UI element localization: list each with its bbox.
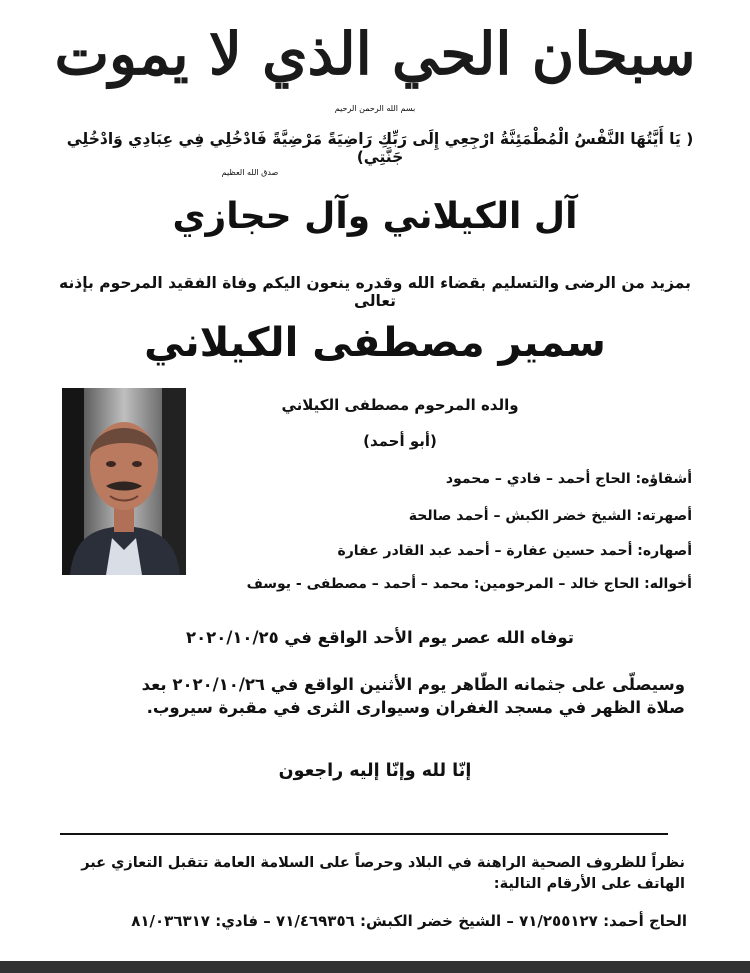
relatives-maternal-uncles: أخواله: الحاج خالد – المرحومين: محمد – أحمد – مصطفى - يوسف	[246, 576, 692, 592]
closing-phrase: إنّا لله وإنّا إليه راجعون	[278, 761, 472, 781]
death-date: توفاه الله عصر يوم الأحد الواقع في ٢٠٢٠/١٠/٢٥	[186, 628, 574, 647]
condolence-notice: نظراً للظروف الصحية الراهنة في البلاد وحرصاً على السلامة العامة تتقبل التعازي عبر الهاتف على الأرقام التالية:	[81, 855, 685, 892]
calligraphy-text: سبحان الحي الذي لا يموت	[54, 20, 696, 88]
relatives-brothers: أشقاؤه: الحاج أحمد – فادي – محمود	[445, 471, 692, 487]
basmala: بسم الله الرحمن الرحيم	[334, 104, 416, 113]
announcement-intro: بمزيد من الرضى والتسليم بقضاء الله وقدره ينعون اليكم وفاة الفقيد المرحوم بإذنه تعالى	[59, 274, 691, 310]
deceased-name: سمير مصطفى الكيلاني	[144, 320, 606, 366]
portrait-image	[62, 388, 186, 575]
father-line: والده المرحوم مصطفى الكيلاني	[281, 396, 519, 414]
calligraphy-graphic	[54, 8, 696, 100]
quran-verse: ( يَا أَيَّتُهَا النَّفْسُ الْمُطْمَئِنَّةُ ارْجِعِي إِلَى رَبِّكِ رَاضِيَةً مَرْضِيَّةً فَادْخُلِي فِي عِبَادِي وَادْخُلِي جَنَّتِي)	[66, 130, 694, 166]
divider	[60, 833, 668, 835]
contact-phones: الحاج أحمد: ٧١/٢٥٥١٢٧ – الشيخ خضر الكبش: ٧١/٤٦٩٣٥٦ – فادي: ٨١/٠٣٦٣١٧	[131, 912, 687, 930]
relatives-in-laws: أصهاره: أحمد حسين عفارة – أحمد عبد القادر عفارة	[337, 543, 692, 559]
verse-closing: صدق الله العظيم	[221, 168, 279, 177]
families-title: آل الكيلاني وآل حجازي	[172, 196, 578, 237]
kunya-line: (أبو أحمد)	[363, 432, 437, 450]
relatives-brothers-in-law: أصهرته: الشيخ خضر الكبش – أحمد صالحة	[408, 508, 692, 524]
bottom-bar	[0, 961, 750, 973]
deceased-photo	[62, 388, 186, 575]
calligraphy-header	[54, 8, 696, 100]
funeral-prayer-info: وسيصلّى على جثمانه الطّاهر يوم الأثنين الواقع في ٢٠٢٠/١٠/٢٦ بعد صلاة الظهر في مسجد الغفران وسيوارى الثرى في مقبرة سيروب.	[141, 675, 685, 717]
